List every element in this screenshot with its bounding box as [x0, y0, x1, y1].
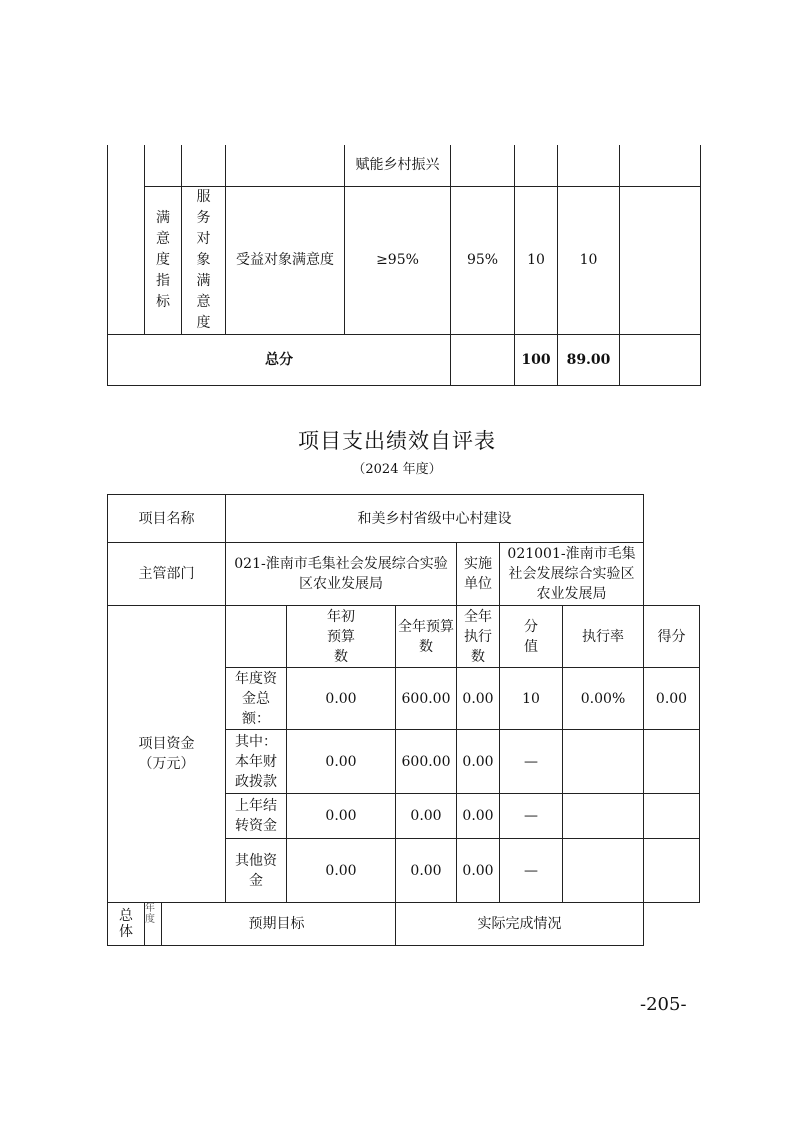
page-subtitle: （2024 年度） [352, 462, 442, 477]
header-annual: 全年预算数 [396, 606, 457, 668]
total-label: 总分 [108, 334, 451, 385]
actual-label: 实际完成情况 [396, 903, 644, 946]
score-cell [644, 730, 700, 794]
project-evaluation-table [107, 494, 700, 946]
table-row: 其他资金 0.00 0.00 0.00 — [108, 839, 700, 903]
score-cell: 10 [558, 186, 620, 334]
dept-label: 主管部门 [108, 543, 226, 606]
actual-cell: 95% [451, 186, 515, 334]
header-initial: 年初预算数 [287, 606, 396, 668]
total-score: 89.00 [558, 334, 620, 385]
indicator-cell: 赋能乡村振兴 [345, 145, 451, 186]
table-row [108, 543, 700, 606]
table-row [108, 903, 700, 946]
header-rate: 执行率 [563, 606, 644, 668]
total-row [108, 334, 701, 385]
table-row [108, 495, 700, 543]
indicator-cell: 受益对象满意度 [226, 186, 345, 334]
row-label: 上年结转资金 [226, 794, 287, 839]
total-score-value: 100 [515, 334, 558, 385]
table-row: 其中：本年财政拨款 0.00 600.00 0.00 — [108, 730, 700, 794]
header-value: 分值 [500, 606, 563, 668]
row-label: 其他资金 [226, 839, 287, 903]
table-row: 年度资金总额： 0.00 600.00 0.00 10 0.00% 0.00 [108, 668, 700, 730]
category-cell: 满意度指标 [156, 209, 170, 310]
goal-label: 总体 [108, 903, 145, 946]
header-score: 得分 [644, 606, 700, 668]
table-row: 上年结转资金 0.00 0.00 0.00 — [108, 794, 700, 839]
page-title: 项目支出绩效自评表 [298, 429, 496, 453]
impl-value: 021001-淮南市毛集社会发展综合实验区农业发展局 [500, 543, 644, 606]
score-cell: 0.00 [644, 668, 700, 730]
row-label: 年度资金总额： [226, 668, 287, 730]
target-cell: ≥95% [345, 186, 451, 334]
score-value-cell: 10 [515, 186, 558, 334]
subcategory-cell: 服务对象满意度 [196, 188, 211, 331]
indicator-table-continued [107, 145, 701, 386]
project-name-label: 项目名称 [108, 495, 226, 543]
page-number: -205- [640, 994, 687, 1015]
project-name-value: 和美乡村省级中心村建设 [226, 495, 644, 543]
score-cell [644, 839, 700, 903]
score-cell [644, 794, 700, 839]
funds-label: 项目资金（万元） [108, 606, 226, 903]
expected-label: 年度 预期目标 [145, 903, 396, 946]
header-executed: 全年执行数 [457, 606, 500, 668]
impl-label: 实施单位 [457, 543, 500, 606]
dept-value: 021-淮南市毛集社会发展综合实验区农业发展局 [226, 543, 457, 606]
table-row [108, 186, 701, 334]
row-label: 其中：本年财政拨款 [226, 730, 287, 794]
table-row [108, 606, 700, 668]
table-row [108, 145, 701, 186]
